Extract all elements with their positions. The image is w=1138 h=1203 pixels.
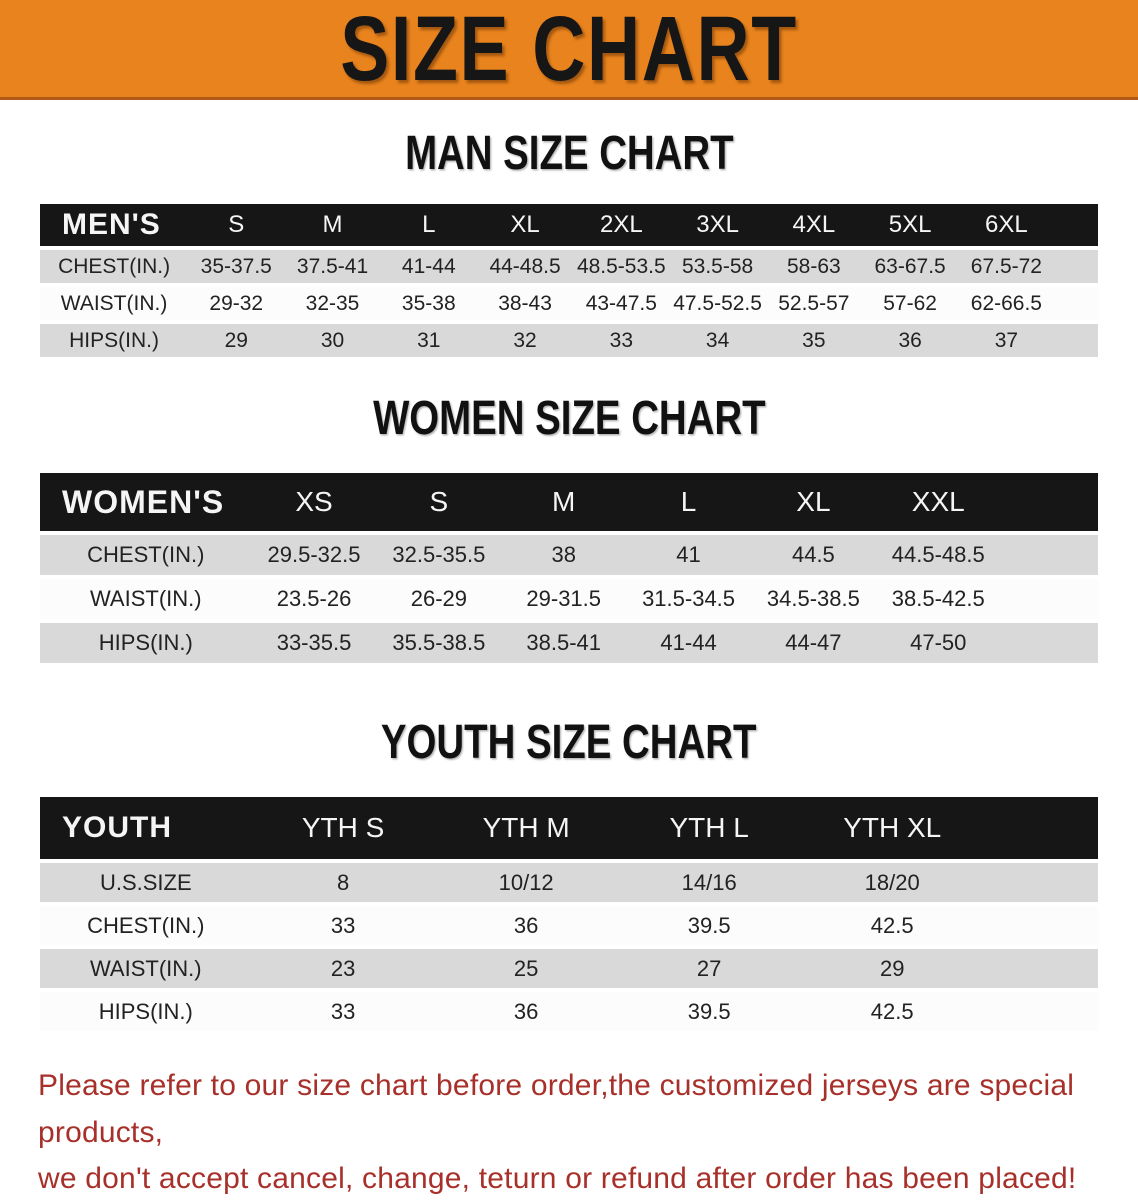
- womens-heading-text: WOMEN SIZE CHART: [372, 392, 766, 445]
- cell: 18/20: [801, 863, 984, 902]
- youth-size-table: [40, 793, 1098, 1035]
- cell: 29-31.5: [501, 579, 626, 619]
- row-label: HIPS(IN.): [40, 623, 252, 663]
- cell: 57-62: [862, 287, 958, 320]
- trail-cell: [1001, 579, 1098, 619]
- footer-disclaimer: [0, 1035, 1138, 1203]
- row-label: U.S.SIZE: [40, 863, 252, 902]
- youth-table-row-3: [40, 992, 1098, 1031]
- cell: 53.5-58: [669, 250, 765, 283]
- womens-table-row-2: [40, 623, 1098, 663]
- cell: 38.5-42.5: [876, 579, 1001, 619]
- cell: 44-48.5: [477, 250, 573, 283]
- footer-line-1: Please refer to our size chart before order,the customized jerseys are special products,: [38, 1069, 1075, 1149]
- youth-column-header-2: YTH L: [618, 797, 801, 859]
- cell: 26-29: [376, 579, 501, 619]
- youth-corner-label: YOUTH: [40, 797, 252, 859]
- mens-table-row-1: [40, 287, 1098, 320]
- youth-table-row-0: [40, 863, 1098, 902]
- mens-column-header-4: 2XL: [573, 204, 669, 246]
- womens-size-chart-section: [0, 361, 1138, 667]
- cell: 36: [435, 992, 618, 1031]
- cell: 39.5: [618, 992, 801, 1031]
- cell: 35.5-38.5: [376, 623, 501, 663]
- cell: 29-32: [188, 287, 284, 320]
- cell: 44.5: [751, 535, 876, 575]
- cell: 33: [252, 906, 435, 945]
- mens-column-header-7: 5XL: [862, 204, 958, 246]
- trail-cell: [984, 949, 1098, 988]
- womens-section-heading: [0, 361, 1138, 469]
- womens-column-header-4: XL: [751, 473, 876, 531]
- trail-cell: [984, 863, 1098, 902]
- mens-column-header-0: S: [188, 204, 284, 246]
- cell: 37.5-41: [284, 250, 380, 283]
- cell: 67.5-72: [958, 250, 1054, 283]
- mens-size-table: [40, 200, 1098, 361]
- cell: 29.5-32.5: [252, 535, 377, 575]
- mens-column-header-3: XL: [477, 204, 573, 246]
- cell: 32.5-35.5: [376, 535, 501, 575]
- size-chart-banner: [0, 0, 1138, 100]
- row-label: WAIST(IN.): [40, 287, 188, 320]
- youth-size-chart-section: [0, 667, 1138, 1035]
- cell: 10/12: [435, 863, 618, 902]
- header-trail-cell: [1055, 204, 1098, 246]
- cell: 58-63: [766, 250, 862, 283]
- cell: 29: [801, 949, 984, 988]
- cell: 34: [669, 324, 765, 357]
- cell: 30: [284, 324, 380, 357]
- cell: 42.5: [801, 906, 984, 945]
- header-row: [40, 204, 1098, 246]
- trail-cell: [1055, 287, 1098, 320]
- mens-column-header-5: 3XL: [669, 204, 765, 246]
- mens-corner-label: MEN'S: [40, 204, 188, 246]
- trail-cell: [984, 992, 1098, 1031]
- cell: 44-47: [751, 623, 876, 663]
- trail-cell: [1001, 535, 1098, 575]
- youth-column-header-3: YTH XL: [801, 797, 984, 859]
- youth-heading-text: YOUTH SIZE CHART: [381, 716, 757, 769]
- mens-section-heading: [0, 100, 1138, 200]
- cell: 35-37.5: [188, 250, 284, 283]
- cell: 41: [626, 535, 751, 575]
- cell: 36: [435, 906, 618, 945]
- cell: 47.5-52.5: [669, 287, 765, 320]
- trail-cell: [1055, 324, 1098, 357]
- cell: 14/16: [618, 863, 801, 902]
- cell: 29: [188, 324, 284, 357]
- cell: 41-44: [381, 250, 477, 283]
- cell: 36: [862, 324, 958, 357]
- womens-column-header-0: XS: [252, 473, 377, 531]
- cell: 41-44: [626, 623, 751, 663]
- mens-column-header-2: L: [381, 204, 477, 246]
- cell: 63-67.5: [862, 250, 958, 283]
- cell: 62-66.5: [958, 287, 1054, 320]
- cell: 25: [435, 949, 618, 988]
- mens-column-header-6: 4XL: [766, 204, 862, 246]
- size-charts: [0, 100, 1138, 1035]
- trail-cell: [1055, 250, 1098, 283]
- cell: 23.5-26: [252, 579, 377, 619]
- cell: 33: [252, 992, 435, 1031]
- cell: 37: [958, 324, 1054, 357]
- womens-column-header-2: M: [501, 473, 626, 531]
- cell: 38-43: [477, 287, 573, 320]
- cell: 38: [501, 535, 626, 575]
- womens-column-header-5: XXL: [876, 473, 1001, 531]
- cell: 38.5-41: [501, 623, 626, 663]
- cell: 42.5: [801, 992, 984, 1031]
- mens-heading-text: MAN SIZE CHART: [404, 127, 734, 180]
- womens-size-table: [40, 469, 1098, 667]
- mens-column-header-8: 6XL: [958, 204, 1054, 246]
- youth-column-header-1: YTH M: [435, 797, 618, 859]
- row-label: CHEST(IN.): [40, 535, 252, 575]
- cell: 32: [477, 324, 573, 357]
- trail-cell: [1001, 623, 1098, 663]
- cell: 31.5-34.5: [626, 579, 751, 619]
- mens-table-row-0: [40, 250, 1098, 283]
- mens-size-chart-section: [0, 100, 1138, 361]
- header-row: [40, 473, 1098, 531]
- womens-corner-label: WOMEN'S: [40, 473, 252, 531]
- footer-line-2: we don't accept cancel, change, teturn or refund after order has been placed!: [38, 1162, 1077, 1195]
- cell: 33: [573, 324, 669, 357]
- cell: 35: [766, 324, 862, 357]
- trail-cell: [984, 906, 1098, 945]
- header-row: [40, 797, 1098, 859]
- cell: 31: [381, 324, 477, 357]
- youth-table-row-1: [40, 906, 1098, 945]
- row-label: WAIST(IN.): [40, 579, 252, 619]
- cell: 32-35: [284, 287, 380, 320]
- youth-column-header-0: YTH S: [252, 797, 435, 859]
- row-label: CHEST(IN.): [40, 906, 252, 945]
- header-trail-cell: [984, 797, 1098, 859]
- womens-column-header-3: L: [626, 473, 751, 531]
- cell: 52.5-57: [766, 287, 862, 320]
- cell: 48.5-53.5: [573, 250, 669, 283]
- womens-column-header-1: S: [376, 473, 501, 531]
- mens-column-header-1: M: [284, 204, 380, 246]
- cell: 27: [618, 949, 801, 988]
- row-label: WAIST(IN.): [40, 949, 252, 988]
- cell: 47-50: [876, 623, 1001, 663]
- womens-table-row-0: [40, 535, 1098, 575]
- row-label: HIPS(IN.): [40, 324, 188, 357]
- cell: 8: [252, 863, 435, 902]
- row-label: CHEST(IN.): [40, 250, 188, 283]
- row-label: HIPS(IN.): [40, 992, 252, 1031]
- mens-table-row-2: [40, 324, 1098, 357]
- cell: 34.5-38.5: [751, 579, 876, 619]
- cell: 44.5-48.5: [876, 535, 1001, 575]
- banner-title: SIZE CHART: [340, 0, 798, 100]
- cell: 39.5: [618, 906, 801, 945]
- youth-section-heading: [0, 667, 1138, 793]
- cell: 33-35.5: [252, 623, 377, 663]
- cell: 35-38: [381, 287, 477, 320]
- womens-table-row-1: [40, 579, 1098, 619]
- cell: 23: [252, 949, 435, 988]
- youth-table-row-2: [40, 949, 1098, 988]
- cell: 43-47.5: [573, 287, 669, 320]
- header-trail-cell: [1001, 473, 1098, 531]
